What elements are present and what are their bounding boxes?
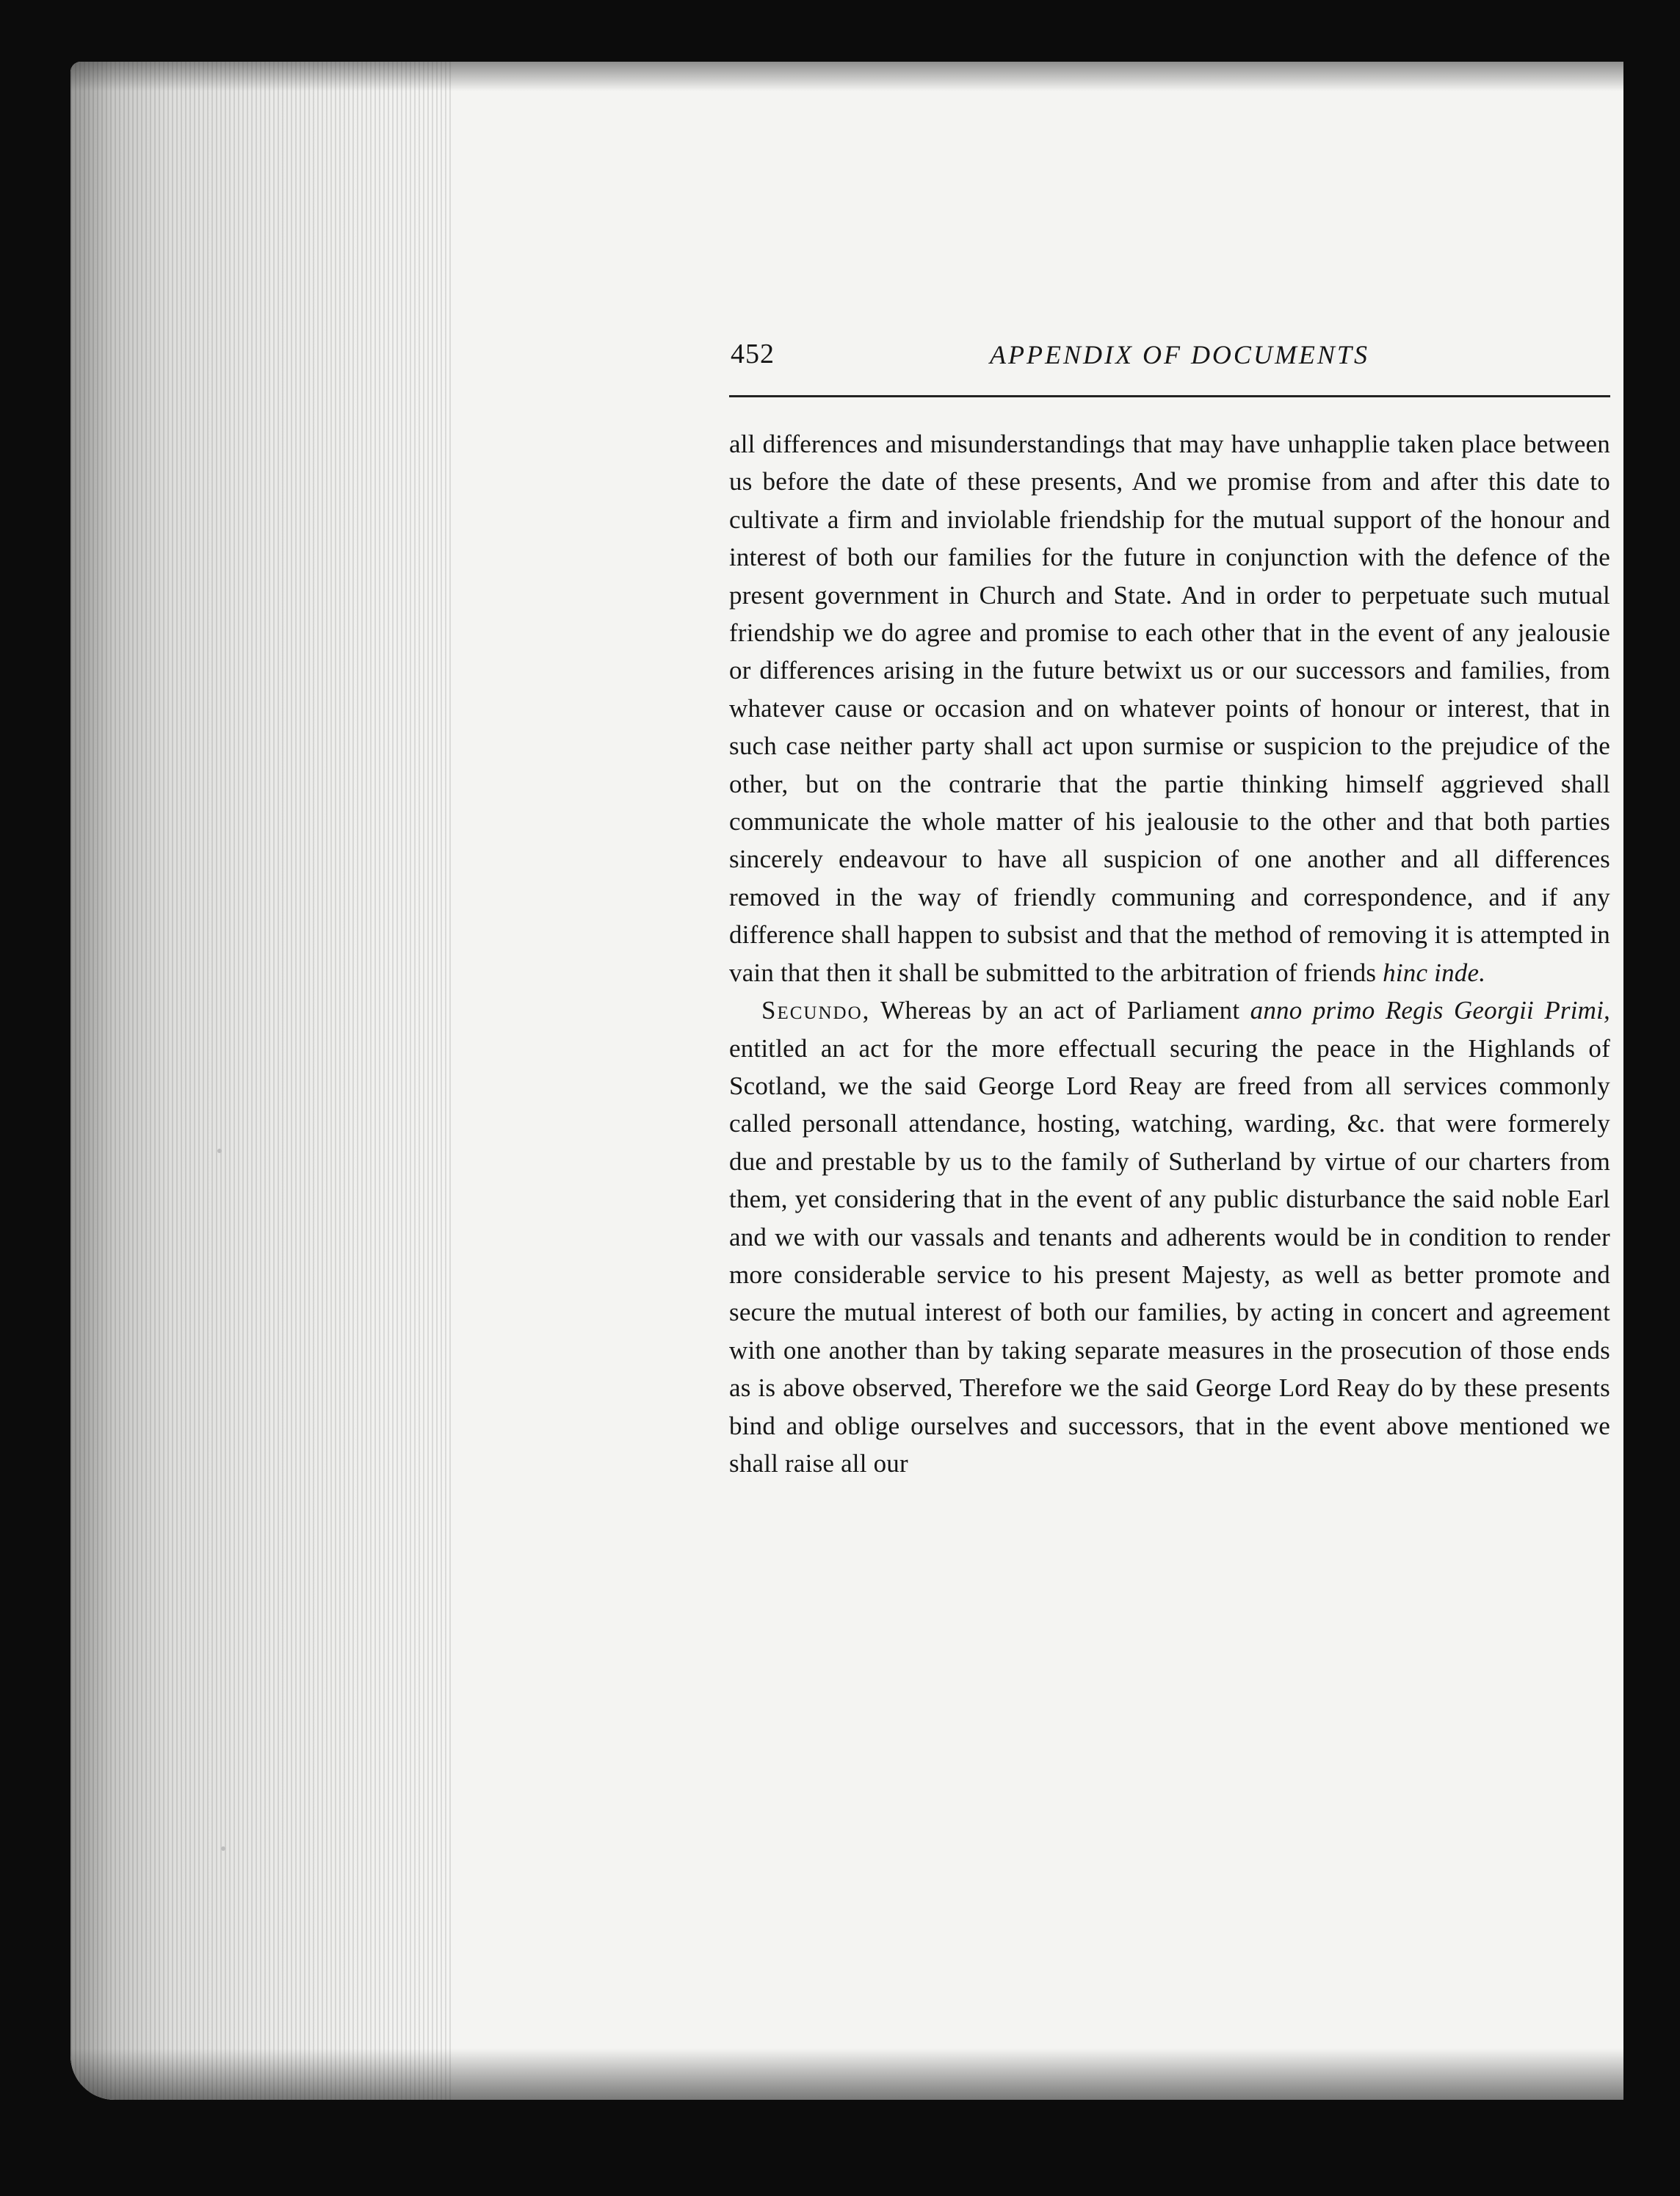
bottom-shadow xyxy=(70,2048,1623,2100)
header-rule xyxy=(729,395,1610,397)
latin-phrase: hinc inde. xyxy=(1383,958,1486,987)
dust-speck xyxy=(221,1846,225,1851)
printed-page xyxy=(729,338,1610,1482)
paragraph-one-text: all differences and misunderstandings that may have unhapplie taken place between us before the date of these presents, And we promise from and after this date to cultivate a firm and inviolable friendship for the mutual support of the honour and interest of both our families for the future in conjunction with the defence of the present government in Church and State. And in order to perpetuate such mutual friendship we do agree and promise to each other that in the event of any jealousie or differences arising in the future betwixt us or our successors and families, from whatever cause or occasion and on whatever points of honour or interest, that in such case neither party shall act upon surmise or suspicion to the prejudice of the other, but on the contrarie that the partie thinking himself aggrieved shall communicate the whole matter of his jealousie to the other and that both parties sincerely endeavour to have all suspicion of one another and all differences removed in the way of friendly communing and correspondence, and if any difference shall happen to subsist and that the method of removing it is attempted in vain that then it shall be submitted to the arbitration of friends xyxy=(729,430,1610,987)
body-text xyxy=(729,425,1610,1482)
running-head xyxy=(729,338,1610,382)
paragraph-two-text-1: Whereas by an act of Parliament xyxy=(870,996,1250,1025)
paragraph-lead-word: Secundo, xyxy=(761,996,871,1025)
running-title: APPENDIX OF DOCUMENTS xyxy=(990,340,1369,369)
paragraph-two-text-2: entitled an act for the more effectuall securing the peace in the Highlands of Scotland, we the said George Lord Reay are freed from all services commonly called personall attendance, hosting, watching, warding, &c. that were formerely due and prestable by us to the family of Sutherland by virtue of our charters from them, yet considering that in the event of any public disturbance the said noble Earl and we with our vassals and tenants and adherents would be in condition to render more considerable service to his present Majesty, as well as better promote and secure the mutual interest of both our families, by acting in concert and agreement with one another than by taking separate measures in the prosecution of those ends as is above observed, Therefore we the said George Lord Reay do by these presents bind and oblige ourselves and successors, that in the event above mentioned we shall raise all our xyxy=(729,1033,1610,1478)
page-edges xyxy=(70,62,452,2100)
dust-speck xyxy=(217,1149,222,1153)
latin-act-title: anno primo Regis Georgii Primi, xyxy=(1250,996,1610,1025)
top-shadow xyxy=(70,62,1623,91)
paragraph-two xyxy=(729,992,1610,1482)
page-number: 452 xyxy=(731,339,775,369)
paragraph-one xyxy=(729,425,1610,992)
